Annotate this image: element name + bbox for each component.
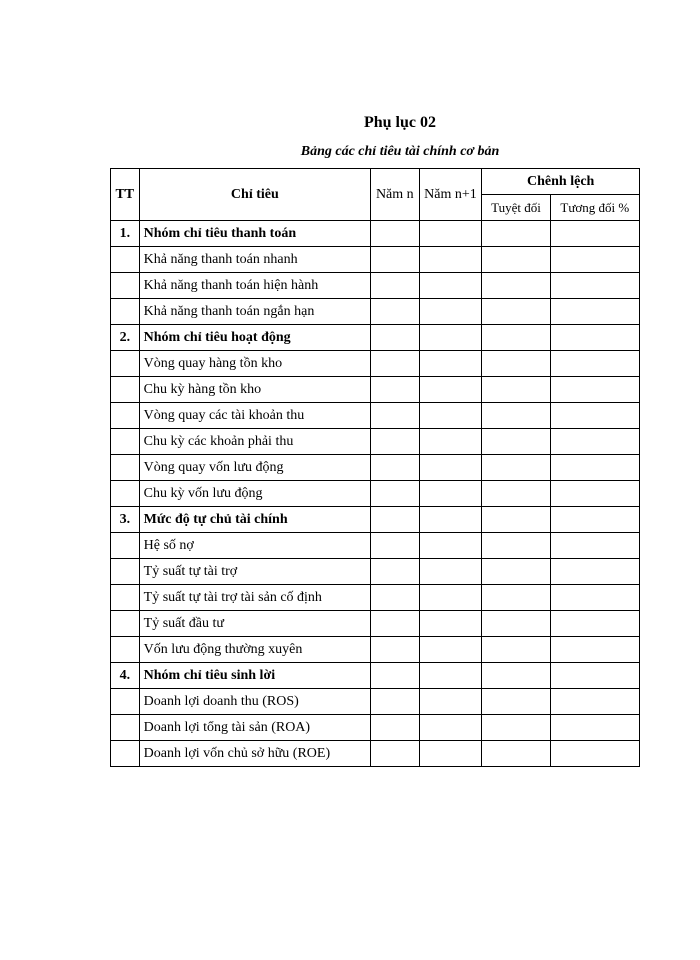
year-n1-cell (419, 715, 482, 741)
year-n1-cell (419, 611, 482, 637)
relative-cell (550, 741, 639, 767)
year-n1-cell (419, 247, 482, 273)
absolute-cell (482, 351, 550, 377)
indicator-name: Hệ số nợ (139, 533, 370, 559)
absolute-cell (482, 507, 550, 533)
indicator-name: Vòng quay vốn lưu động (139, 455, 370, 481)
table-row (111, 559, 640, 585)
year-n-cell (371, 351, 419, 377)
table-row (111, 741, 640, 767)
table-row (111, 377, 640, 403)
row-number (111, 611, 140, 637)
indicator-name: Khả năng thanh toán hiện hành (139, 273, 370, 299)
year-n-cell (371, 221, 419, 247)
indicator-name: Chu kỳ các khoản phải thu (139, 429, 370, 455)
relative-cell (550, 611, 639, 637)
indicator-name: Tỷ suất đầu tư (139, 611, 370, 637)
year-n-cell (371, 377, 419, 403)
row-number (111, 455, 140, 481)
row-number: 3. (111, 507, 140, 533)
indicator-name: Nhóm chỉ tiêu sinh lời (139, 663, 370, 689)
table-row (111, 247, 640, 273)
absolute-cell (482, 377, 550, 403)
relative-cell (550, 585, 639, 611)
table-row (111, 481, 640, 507)
indicator-name: Tỷ suất tự tài trợ tài sản cố định (139, 585, 370, 611)
row-number (111, 377, 140, 403)
year-n1-cell (419, 689, 482, 715)
absolute-cell (482, 247, 550, 273)
indicator-name: Chu kỳ hàng tồn kho (139, 377, 370, 403)
header-relative: Tương đối % (550, 195, 639, 221)
absolute-cell (482, 611, 550, 637)
year-n-cell (371, 637, 419, 663)
relative-cell (550, 221, 639, 247)
indicator-name: Doanh lợi doanh thu (ROS) (139, 689, 370, 715)
header-tt: TT (111, 169, 140, 221)
relative-cell (550, 715, 639, 741)
indicator-name: Vòng quay các tài khoản thu (139, 403, 370, 429)
header-year-n1: Năm n+1 (419, 169, 482, 221)
absolute-cell (482, 455, 550, 481)
year-n1-cell (419, 585, 482, 611)
indicator-name: Tỷ suất tự tài trợ (139, 559, 370, 585)
row-number (111, 715, 140, 741)
year-n1-cell (419, 221, 482, 247)
year-n-cell (371, 273, 419, 299)
absolute-cell (482, 585, 550, 611)
indicator-name: Mức độ tự chủ tài chính (139, 507, 370, 533)
year-n-cell (371, 429, 419, 455)
indicator-name: Vòng quay hàng tồn kho (139, 351, 370, 377)
absolute-cell (482, 741, 550, 767)
year-n-cell (371, 611, 419, 637)
row-number (111, 429, 140, 455)
row-number (111, 481, 140, 507)
year-n1-cell (419, 741, 482, 767)
year-n1-cell (419, 481, 482, 507)
absolute-cell (482, 325, 550, 351)
absolute-cell (482, 689, 550, 715)
year-n-cell (371, 559, 419, 585)
indicator-name: Nhóm chỉ tiêu hoạt động (139, 325, 370, 351)
absolute-cell (482, 403, 550, 429)
page-title: Phụ lục 02 (363, 114, 436, 131)
year-n-cell (371, 403, 419, 429)
table-row (111, 455, 640, 481)
year-n-cell (371, 455, 419, 481)
row-number (111, 637, 140, 663)
row-number (111, 559, 140, 585)
indicator-name: Khả năng thanh toán ngắn hạn (139, 299, 370, 325)
relative-cell (550, 507, 639, 533)
table-caption: Bảng các chỉ tiêu tài chính cơ bản (300, 144, 500, 159)
group-row (111, 663, 640, 689)
year-n1-cell (419, 403, 482, 429)
table-row (111, 299, 640, 325)
absolute-cell (482, 299, 550, 325)
year-n1-cell (419, 429, 482, 455)
year-n-cell (371, 741, 419, 767)
indicator-name: Chu kỳ vốn lưu động (139, 481, 370, 507)
year-n1-cell (419, 299, 482, 325)
row-number (111, 403, 140, 429)
absolute-cell (482, 637, 550, 663)
table-row (111, 715, 640, 741)
absolute-cell (482, 559, 550, 585)
year-n-cell (371, 533, 419, 559)
relative-cell (550, 299, 639, 325)
row-number: 1. (111, 221, 140, 247)
indicator-name: Khả năng thanh toán nhanh (139, 247, 370, 273)
year-n-cell (371, 481, 419, 507)
indicator-name: Nhóm chỉ tiêu thanh toán (139, 221, 370, 247)
absolute-cell (482, 533, 550, 559)
relative-cell (550, 689, 639, 715)
row-number (111, 533, 140, 559)
year-n1-cell (419, 663, 482, 689)
relative-cell (550, 351, 639, 377)
table-row (111, 273, 640, 299)
header-absolute: Tuyệt đối (482, 195, 550, 221)
year-n-cell (371, 585, 419, 611)
group-row (111, 221, 640, 247)
year-n1-cell (419, 273, 482, 299)
header-year-n: Năm n (371, 169, 419, 221)
absolute-cell (482, 481, 550, 507)
year-n-cell (371, 715, 419, 741)
indicator-name: Doanh lợi vốn chủ sở hữu (ROE) (139, 741, 370, 767)
table-row (111, 403, 640, 429)
group-row (111, 507, 640, 533)
absolute-cell (482, 715, 550, 741)
year-n1-cell (419, 533, 482, 559)
year-n-cell (371, 663, 419, 689)
year-n-cell (371, 689, 419, 715)
header-difference: Chênh lệch (482, 169, 640, 195)
financial-indicators-table (110, 168, 640, 767)
year-n-cell (371, 325, 419, 351)
relative-cell (550, 663, 639, 689)
row-number: 4. (111, 663, 140, 689)
year-n1-cell (419, 377, 482, 403)
table-row (111, 689, 640, 715)
table-row (111, 351, 640, 377)
group-row (111, 325, 640, 351)
year-n-cell (371, 247, 419, 273)
relative-cell (550, 455, 639, 481)
absolute-cell (482, 221, 550, 247)
table-row (111, 585, 640, 611)
indicator-name: Doanh lợi tổng tài sản (ROA) (139, 715, 370, 741)
relative-cell (550, 325, 639, 351)
relative-cell (550, 533, 639, 559)
year-n-cell (371, 299, 419, 325)
year-n1-cell (419, 325, 482, 351)
relative-cell (550, 273, 639, 299)
table-row (111, 637, 640, 663)
relative-cell (550, 377, 639, 403)
absolute-cell (482, 663, 550, 689)
table-row (111, 533, 640, 559)
relative-cell (550, 403, 639, 429)
table-row (111, 429, 640, 455)
header-indicator: Chỉ tiêu (139, 169, 370, 221)
year-n1-cell (419, 455, 482, 481)
year-n1-cell (419, 507, 482, 533)
table-row (111, 611, 640, 637)
year-n1-cell (419, 351, 482, 377)
relative-cell (550, 559, 639, 585)
row-number (111, 351, 140, 377)
row-number (111, 689, 140, 715)
table-body (111, 221, 640, 767)
row-number (111, 741, 140, 767)
relative-cell (550, 481, 639, 507)
indicator-name: Vốn lưu động thường xuyên (139, 637, 370, 663)
row-number (111, 273, 140, 299)
row-number: 2. (111, 325, 140, 351)
row-number (111, 585, 140, 611)
absolute-cell (482, 429, 550, 455)
year-n1-cell (419, 559, 482, 585)
relative-cell (550, 429, 639, 455)
relative-cell (550, 247, 639, 273)
absolute-cell (482, 273, 550, 299)
year-n-cell (371, 507, 419, 533)
row-number (111, 247, 140, 273)
row-number (111, 299, 140, 325)
year-n1-cell (419, 637, 482, 663)
relative-cell (550, 637, 639, 663)
